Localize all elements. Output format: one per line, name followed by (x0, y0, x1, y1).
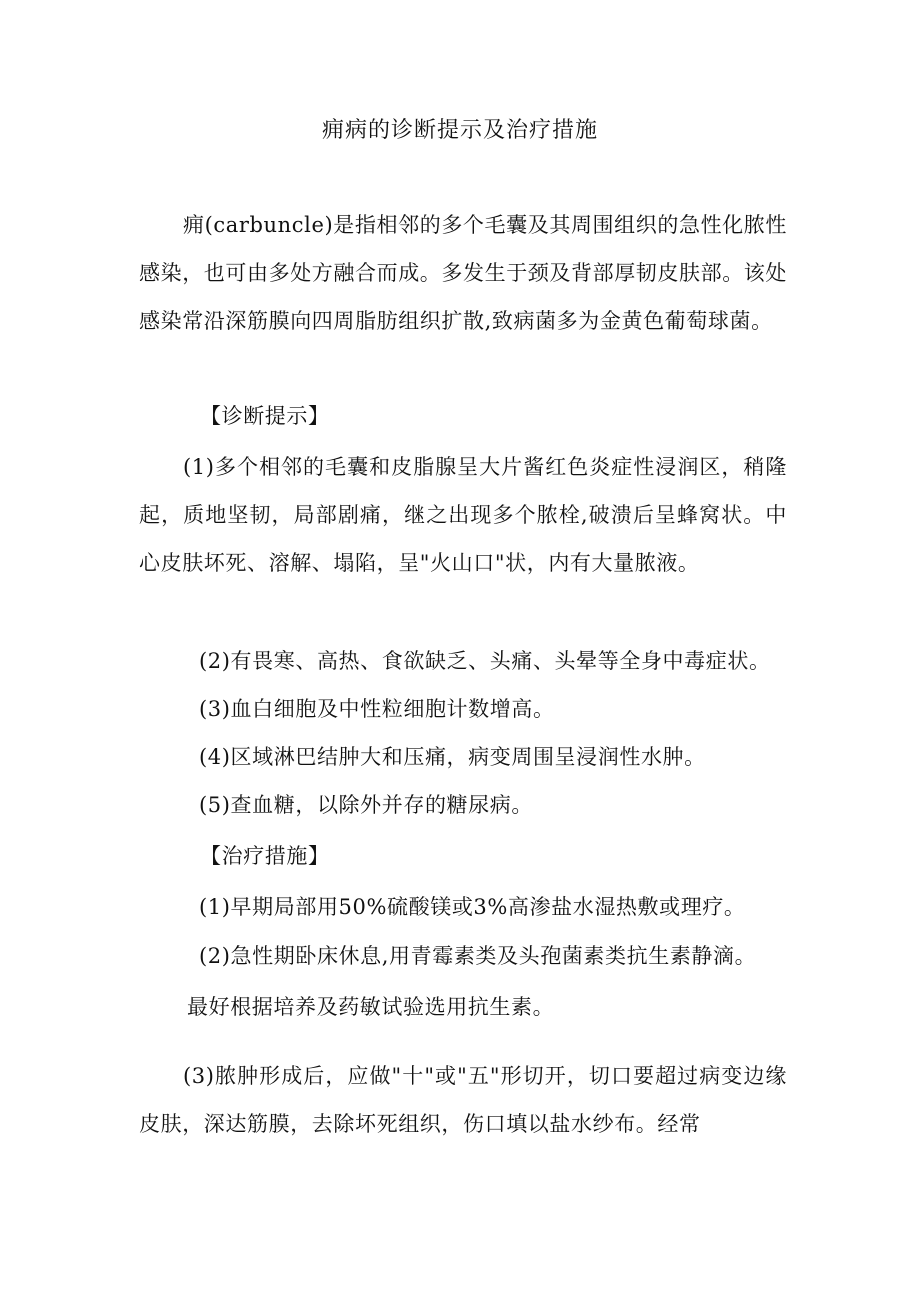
treatment-item-1: (1)早期局部用50%硫酸镁或3%高渗盐水湿热敷或理疗。 (199, 895, 746, 919)
diagnosis-item-5: (5)查血糖，以除外并存的糖尿病。 (199, 793, 533, 817)
treatment-item-2-continued: 最好根据培养及药敏试验选用抗生素。 (187, 995, 555, 1019)
intro-paragraph: 痈(carbuncle)是指相邻的多个毛囊及其周围组织的急性化脓性感染，也可由多处方融合而成。多发生于颈及背部厚韧皮肤部。该处感染常沿深筋膜向四周脂肪组织扩散,致病菌多为金黄色葡萄球菌。 (139, 213, 787, 333)
document-title: 痈病的诊断提示及治疗措施 (321, 118, 598, 143)
diagnosis-heading: 【诊断提示】 (200, 404, 330, 428)
diagnosis-item-4: (4)区域淋巴结肿大和压痛，病变周围呈浸润性水肿。 (199, 745, 706, 769)
diagnosis-item-3: (3)血白细胞及中性粒细胞计数增高。 (199, 697, 555, 721)
diagnosis-item-1: (1)多个相邻的毛囊和皮脂腺呈大片酱红色炎症性浸润区，稍隆起，质地坚韧，局部剧痛，继之出现多个脓栓,破溃后呈蜂窝状。中心皮肤坏死、溶解、塌陷，呈"火山口"状，内有大量脓液。 (139, 455, 787, 575)
treatment-heading: 【治疗措施】 (200, 844, 330, 868)
treatment-item-2: (2)急性期卧床休息,用青霉素类及头孢菌素类抗生素静滴。 (199, 944, 757, 968)
treatment-item-3: (3)脓肿形成后，应做"十"或"五"形切开，切口要超过病变边缘皮肤，深达筋膜，去除坏死组织，伤口填以盐水纱布。经常 (139, 1064, 787, 1136)
diagnosis-item-2: (2)有畏寒、高热、食欲缺乏、头痛、头晕等全身中毒症状。 (199, 649, 771, 673)
